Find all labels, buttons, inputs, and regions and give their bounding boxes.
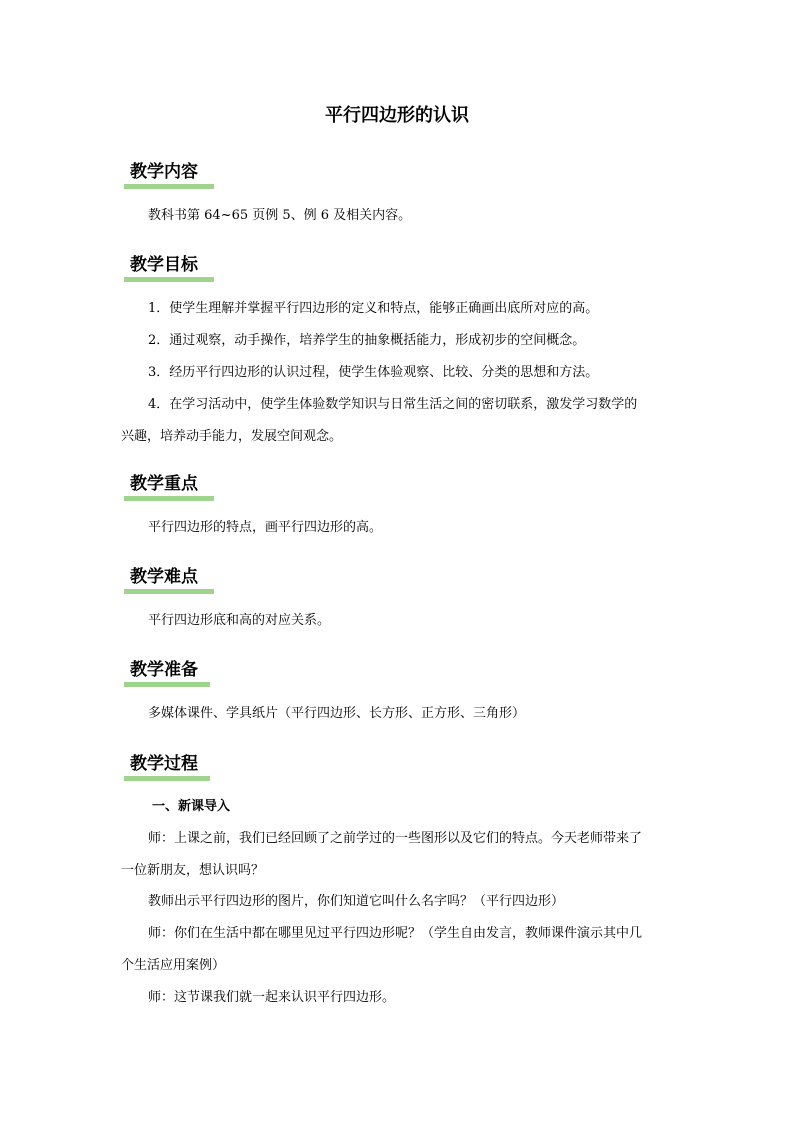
heading-underline [124, 776, 210, 781]
goal-item-3: 3．经历平行四边形的认识过程，使学生体验观察、比较、分类的思想和方法。 [148, 365, 599, 380]
content-body: 教科书第 64~65 页例 5、例 6 及相关内容。 [148, 208, 412, 223]
goal-item-4-continued: 兴趣，培养动手能力，发展空间观念。 [121, 429, 343, 444]
process-line-5: 个生活应用案例） [121, 958, 226, 973]
goal-item-4: 4．在学习活动中，使学生体验数学知识与日常生活之间的密切联系，激发学习数学的 [148, 397, 638, 412]
process-subheading: 一、新课导入 [152, 799, 231, 814]
key-points-body: 平行四边形的特点，画平行四边形的高。 [148, 520, 383, 535]
process-line-4: 师：你们在生活中都在哪里见过平行四边形呢？（学生自由发言，教师课件演示其中几 [148, 926, 643, 941]
heading-underline [124, 496, 214, 501]
heading-underline [124, 589, 214, 594]
difficulties-body: 平行四边形底和高的对应关系。 [148, 613, 331, 628]
heading-text: 教学准备 [130, 660, 198, 680]
process-line-2: 一位新朋友，想认识吗？ [121, 863, 265, 878]
goal-item-2: 2．通过观察，动手操作，培养学生的抽象概括能力，形成初步的空间概念。 [148, 333, 586, 348]
heading-underline [124, 277, 214, 282]
heading-text: 教学过程 [130, 754, 198, 774]
process-line-6: 师：这节课我们就一起来认识平行四边形。 [148, 990, 396, 1005]
document-title: 平行四边形的认识 [325, 105, 469, 126]
process-line-3: 教师出示平行四边形的图片，你们知道它叫什么名字吗？（平行四边形） [148, 894, 565, 909]
preparation-body: 多媒体课件、学具纸片（平行四边形、长方形、正方形、三角形） [148, 706, 526, 721]
heading-underline [124, 184, 214, 189]
heading-text: 教学重点 [130, 474, 198, 494]
heading-underline [124, 682, 210, 687]
goal-item-1: 1．使学生理解并掌握平行四边形的定义和特点，能够正确画出底所对应的高。 [148, 301, 599, 316]
heading-text: 教学难点 [130, 567, 198, 587]
heading-text: 教学内容 [130, 162, 198, 182]
heading-text: 教学目标 [130, 255, 198, 275]
process-line-1: 师：上课之前，我们已经回顾了之前学过的一些图形以及它们的特点。今天老师带来了 [148, 831, 643, 846]
